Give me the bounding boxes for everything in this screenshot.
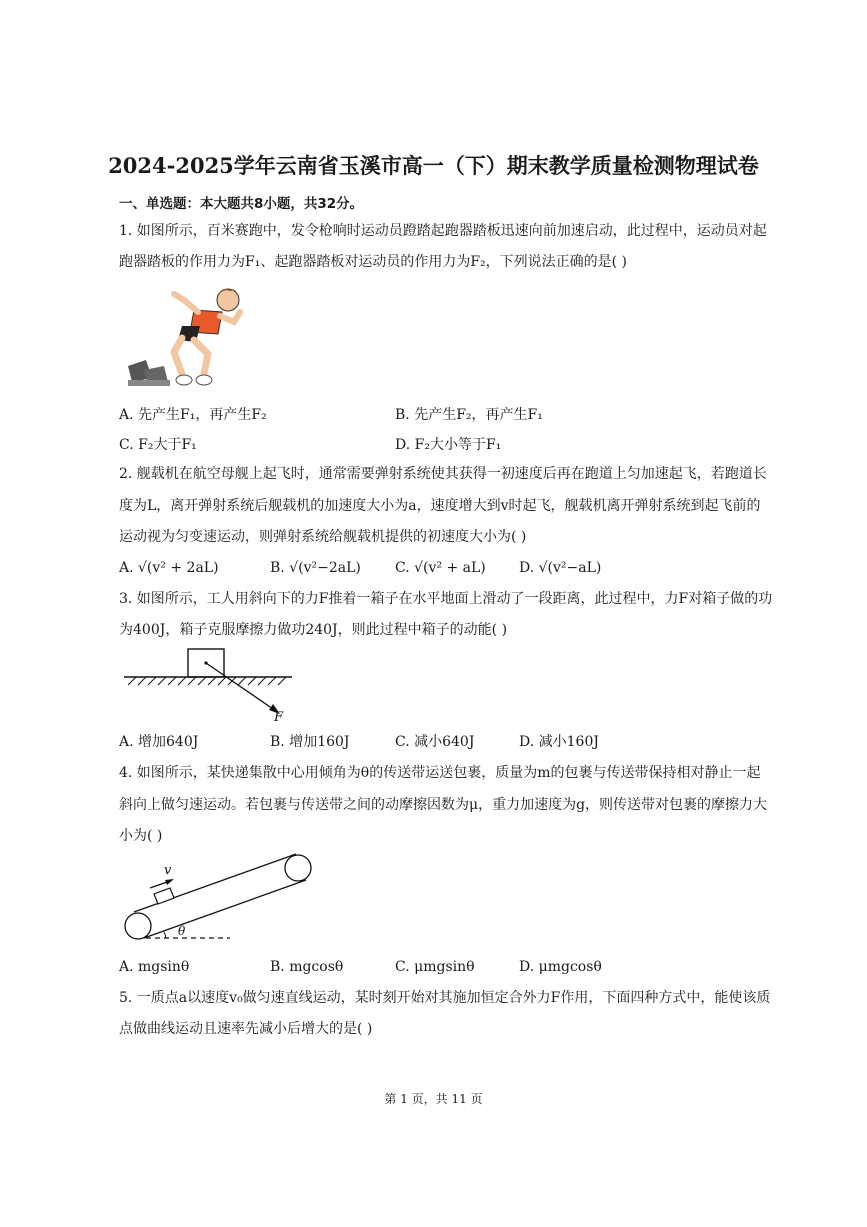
- q1-text-line2: 跑器踏板的作用力为F₁、起跑器踏板对运动员的作用力为F₂，下列说法正确的是( ): [119, 254, 628, 270]
- package-shape: [154, 888, 174, 904]
- q3-option-c: C. 减小640J: [395, 734, 475, 750]
- q2-option-c: C. √(v² + aL): [395, 560, 486, 576]
- q5-text-line2: 点做曲线运动且速率先减小后增大的是( ): [119, 1021, 373, 1037]
- page-footer: 第 1 页，共 11 页: [384, 1092, 483, 1106]
- q2-option-b: B. √(v²−2aL): [270, 560, 361, 576]
- q1-option-d: D. F₂大小等于F₁: [395, 437, 502, 453]
- sprinter-illustration: [124, 282, 254, 392]
- q4-text-line3: 小为( ): [119, 828, 163, 844]
- q3-text-line1: 3. 如图所示，工人用斜向下的力F推着一箱子在水平地面上滑动了一段距离，此过程中，力F对箱子做的功: [119, 591, 773, 607]
- q2-option-a: A. √(v² + 2aL): [119, 560, 219, 576]
- velocity-label: v: [164, 863, 172, 878]
- conveyor-belt-diagram: [120, 850, 320, 950]
- q5-text-line1: 5. 一质点a以速度v₀做匀速直线运动，某时刻开始对其施加恒定合外力F作用，下面四种方式中，能使该质: [119, 990, 771, 1006]
- starting-block-icon: [128, 360, 170, 386]
- box-force-diagram: [122, 645, 297, 725]
- q2-text-line1: 2. 舰载机在航空母舰上起飞时，通常需要弹射系统使其获得一初速度后再在跑道上匀加速起飞，若跑道长: [119, 466, 767, 482]
- q3-text-line2: 为400J，箱子克服摩擦力做功240J，则此过程中箱子的动能( ): [119, 622, 508, 638]
- q1-option-b: B. 先产生F₂，再产生F₁: [395, 407, 543, 423]
- q3-option-a: A. 增加640J: [119, 734, 199, 750]
- q2-text-line3: 运动视为匀变速运动，则弹射系统给舰载机提供的初速度大小为( ): [119, 529, 527, 545]
- q1-text-line1: 1. 如图所示，百米赛跑中，发令枪响时运动员蹬踏起跑器踏板迅速向前加速启动，此过程中，运动员对起: [119, 223, 767, 239]
- lower-roller: [125, 913, 151, 939]
- q4-text-line2: 斜向上做匀速运动。若包裹与传送带之间的动摩擦因数为μ，重力加速度为g，则传送带对包裹的摩擦力大: [119, 797, 768, 813]
- q1-option-c: C. F₂大于F₁: [119, 437, 197, 453]
- q4-option-c: C. μmgsinθ: [395, 959, 475, 975]
- q1-option-a: A. 先产生F₁，再产生F₂: [119, 407, 267, 423]
- q3-option-b: B. 增加160J: [270, 734, 350, 750]
- section-heading: 一、单选题：本大题共8小题，共32分。: [119, 196, 364, 212]
- q4-text-line1: 4. 如图所示，某快递集散中心用倾角为θ的传送带运送包裹，质量为m的包裹与传送带保持相对静止一起: [119, 765, 761, 781]
- force-label: F: [274, 710, 284, 725]
- page-title: 2024-2025学年云南省玉溪市高一（下）期末教学质量检测物理试卷: [108, 153, 759, 178]
- theta-label: θ: [178, 924, 186, 938]
- force-arrow: [206, 663, 276, 711]
- upper-roller: [285, 855, 311, 881]
- q3-option-d: D. 减小160J: [519, 734, 599, 750]
- q2-text-line2: 度为L，离开弹射系统后舰载机的加速度大小为a，速度增大到v时起飞，舰载机离开弹射系统到起飞前的: [119, 498, 761, 514]
- q4-option-a: A. mgsinθ: [119, 959, 190, 975]
- q4-option-b: B. mgcosθ: [270, 959, 344, 975]
- q4-option-d: D. μmgcosθ: [519, 959, 602, 975]
- q2-option-d: D. √(v²−aL): [519, 560, 602, 576]
